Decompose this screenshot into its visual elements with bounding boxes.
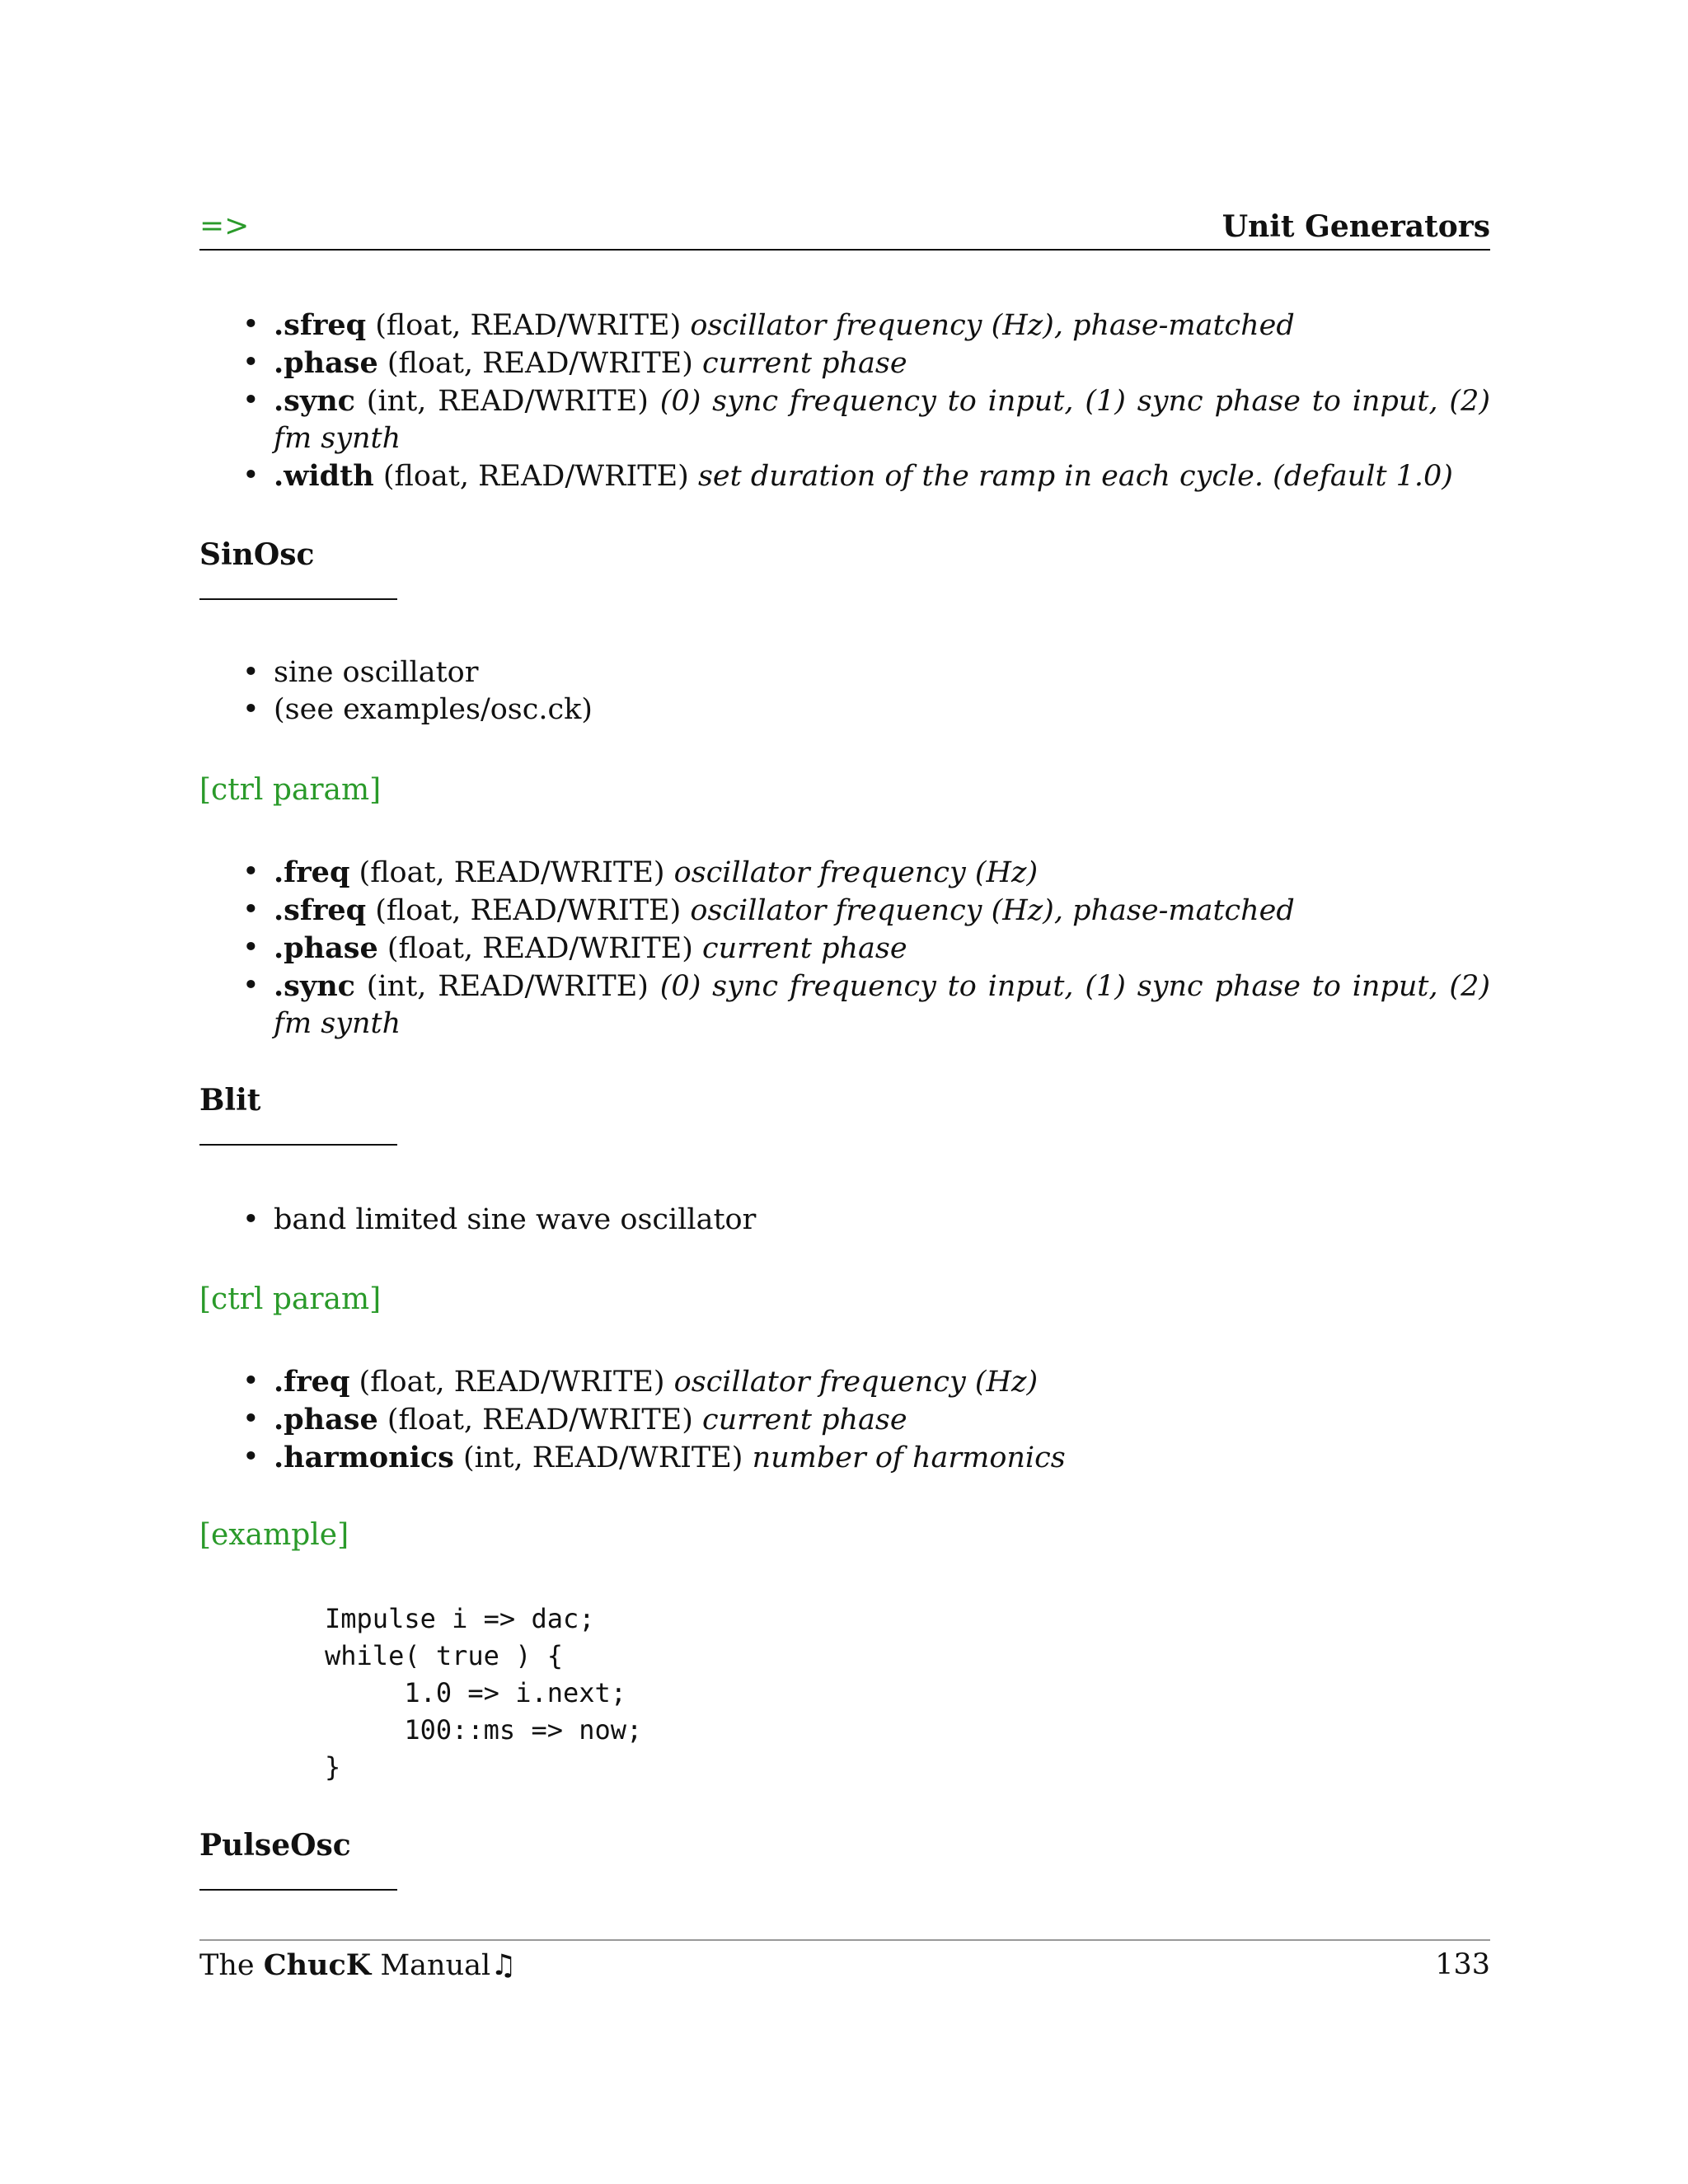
- blit-info-list: [199, 1202, 1490, 1239]
- param-name: .harmonics: [274, 1441, 454, 1474]
- sinosc-ctrl-param-label: [ctrl param]: [199, 773, 382, 807]
- param-type: (float, READ/WRITE): [366, 894, 691, 927]
- param-item: [199, 457, 1490, 495]
- param-name: .sfreq: [274, 893, 367, 927]
- footer-manual: Manual♫: [371, 1949, 517, 1982]
- section-rule: [199, 1889, 397, 1891]
- param-desc: number of harmonics: [752, 1441, 1066, 1474]
- sinosc-info: [199, 654, 1490, 729]
- section-title-blit: Blit: [199, 1083, 261, 1118]
- param-type: (int, READ/WRITE): [453, 1441, 753, 1474]
- section-title-pulseosc: PulseOsc: [199, 1828, 351, 1863]
- param-desc: (0) sync frequency to input, (1) sync phase to input, (2) fm synth: [274, 970, 1490, 1040]
- blit-info: [199, 1202, 1490, 1239]
- param-desc: oscillator frequency (Hz): [673, 856, 1039, 889]
- sinosc-info-list: [199, 654, 1490, 729]
- param-type: (float, READ/WRITE): [377, 932, 703, 965]
- page-number: 133: [1435, 1948, 1490, 1981]
- param-item: [199, 1363, 1490, 1401]
- top-param-list-block: [199, 307, 1490, 495]
- pulseosc-heading: [199, 1828, 1490, 1891]
- param-type: (float, READ/WRITE): [377, 1404, 703, 1436]
- param-item: [199, 1439, 1490, 1477]
- blit-params: [199, 1363, 1490, 1477]
- blit-ctrl-param-label: [ctrl param]: [199, 1282, 382, 1316]
- footer-chuck: ChucK: [263, 1948, 372, 1982]
- param-name: .phase: [274, 346, 378, 380]
- param-item: [199, 968, 1490, 1043]
- chapter-title: Unit Generators: [1221, 209, 1490, 244]
- section-title-sinosc: SinOsc: [199, 537, 315, 572]
- param-item: [199, 892, 1490, 930]
- param-name: .freq: [274, 855, 350, 889]
- blit-example-label: [example]: [199, 1518, 349, 1552]
- param-desc: current phase: [702, 932, 907, 965]
- section-rule: [199, 1144, 397, 1146]
- param-name: .sync: [274, 384, 355, 418]
- info-item: • band limited sine wave oscillator: [199, 1202, 1490, 1239]
- param-desc: oscillator frequency (Hz): [673, 1366, 1039, 1399]
- param-item: [199, 382, 1490, 457]
- page-footer: [199, 1948, 1490, 1982]
- sinosc-param-list: [199, 854, 1490, 1043]
- param-type: (float, READ/WRITE): [373, 460, 698, 493]
- code-example: Impulse i => dac; while( true ) { 1.0 => i.next; 100::ms => now; }: [325, 1603, 643, 1783]
- blit-heading: [199, 1083, 1490, 1146]
- sinosc-params: [199, 854, 1490, 1043]
- param-name: .freq: [274, 1365, 350, 1399]
- section-rule: [199, 598, 397, 600]
- param-type: (float, READ/WRITE): [349, 856, 674, 889]
- param-desc: oscillator frequency (Hz), phase-matched: [690, 894, 1295, 927]
- param-type: (float, READ/WRITE): [377, 347, 703, 380]
- param-item: [199, 1401, 1490, 1439]
- param-item: [199, 854, 1490, 892]
- param-type: (int, READ/WRITE): [354, 970, 660, 1003]
- param-type: (float, READ/WRITE): [349, 1366, 674, 1399]
- param-item: [199, 930, 1490, 968]
- param-item: [199, 344, 1490, 382]
- footer-the: The: [199, 1949, 264, 1982]
- chuck-arrow-icon: =>: [199, 209, 250, 243]
- page-header: [199, 206, 1490, 251]
- param-desc: set duration of the ramp in each cycle. (default 1.0): [697, 460, 1453, 493]
- info-item: • (see examples/osc.ck): [199, 691, 1490, 729]
- top-param-list: [199, 307, 1490, 495]
- param-desc: current phase: [702, 347, 907, 380]
- blit-param-list: [199, 1363, 1490, 1477]
- param-item: [199, 307, 1490, 344]
- blit-code-block: [325, 1601, 1314, 1786]
- footer-rule: [199, 1939, 1490, 1941]
- sinosc-heading: [199, 537, 1490, 600]
- param-name: .width: [274, 459, 374, 493]
- param-desc: oscillator frequency (Hz), phase-matched: [690, 309, 1295, 342]
- info-item: • sine oscillator: [199, 654, 1490, 691]
- param-type: (float, READ/WRITE): [366, 309, 691, 342]
- param-type: (int, READ/WRITE): [354, 385, 660, 418]
- param-name: .phase: [274, 931, 378, 965]
- param-desc: current phase: [702, 1404, 907, 1436]
- param-name: .phase: [274, 1403, 378, 1436]
- param-name: .sfreq: [274, 308, 367, 342]
- param-name: .sync: [274, 969, 355, 1003]
- param-desc: (0) sync frequency to input, (1) sync phase to input, (2) fm synth: [274, 385, 1490, 455]
